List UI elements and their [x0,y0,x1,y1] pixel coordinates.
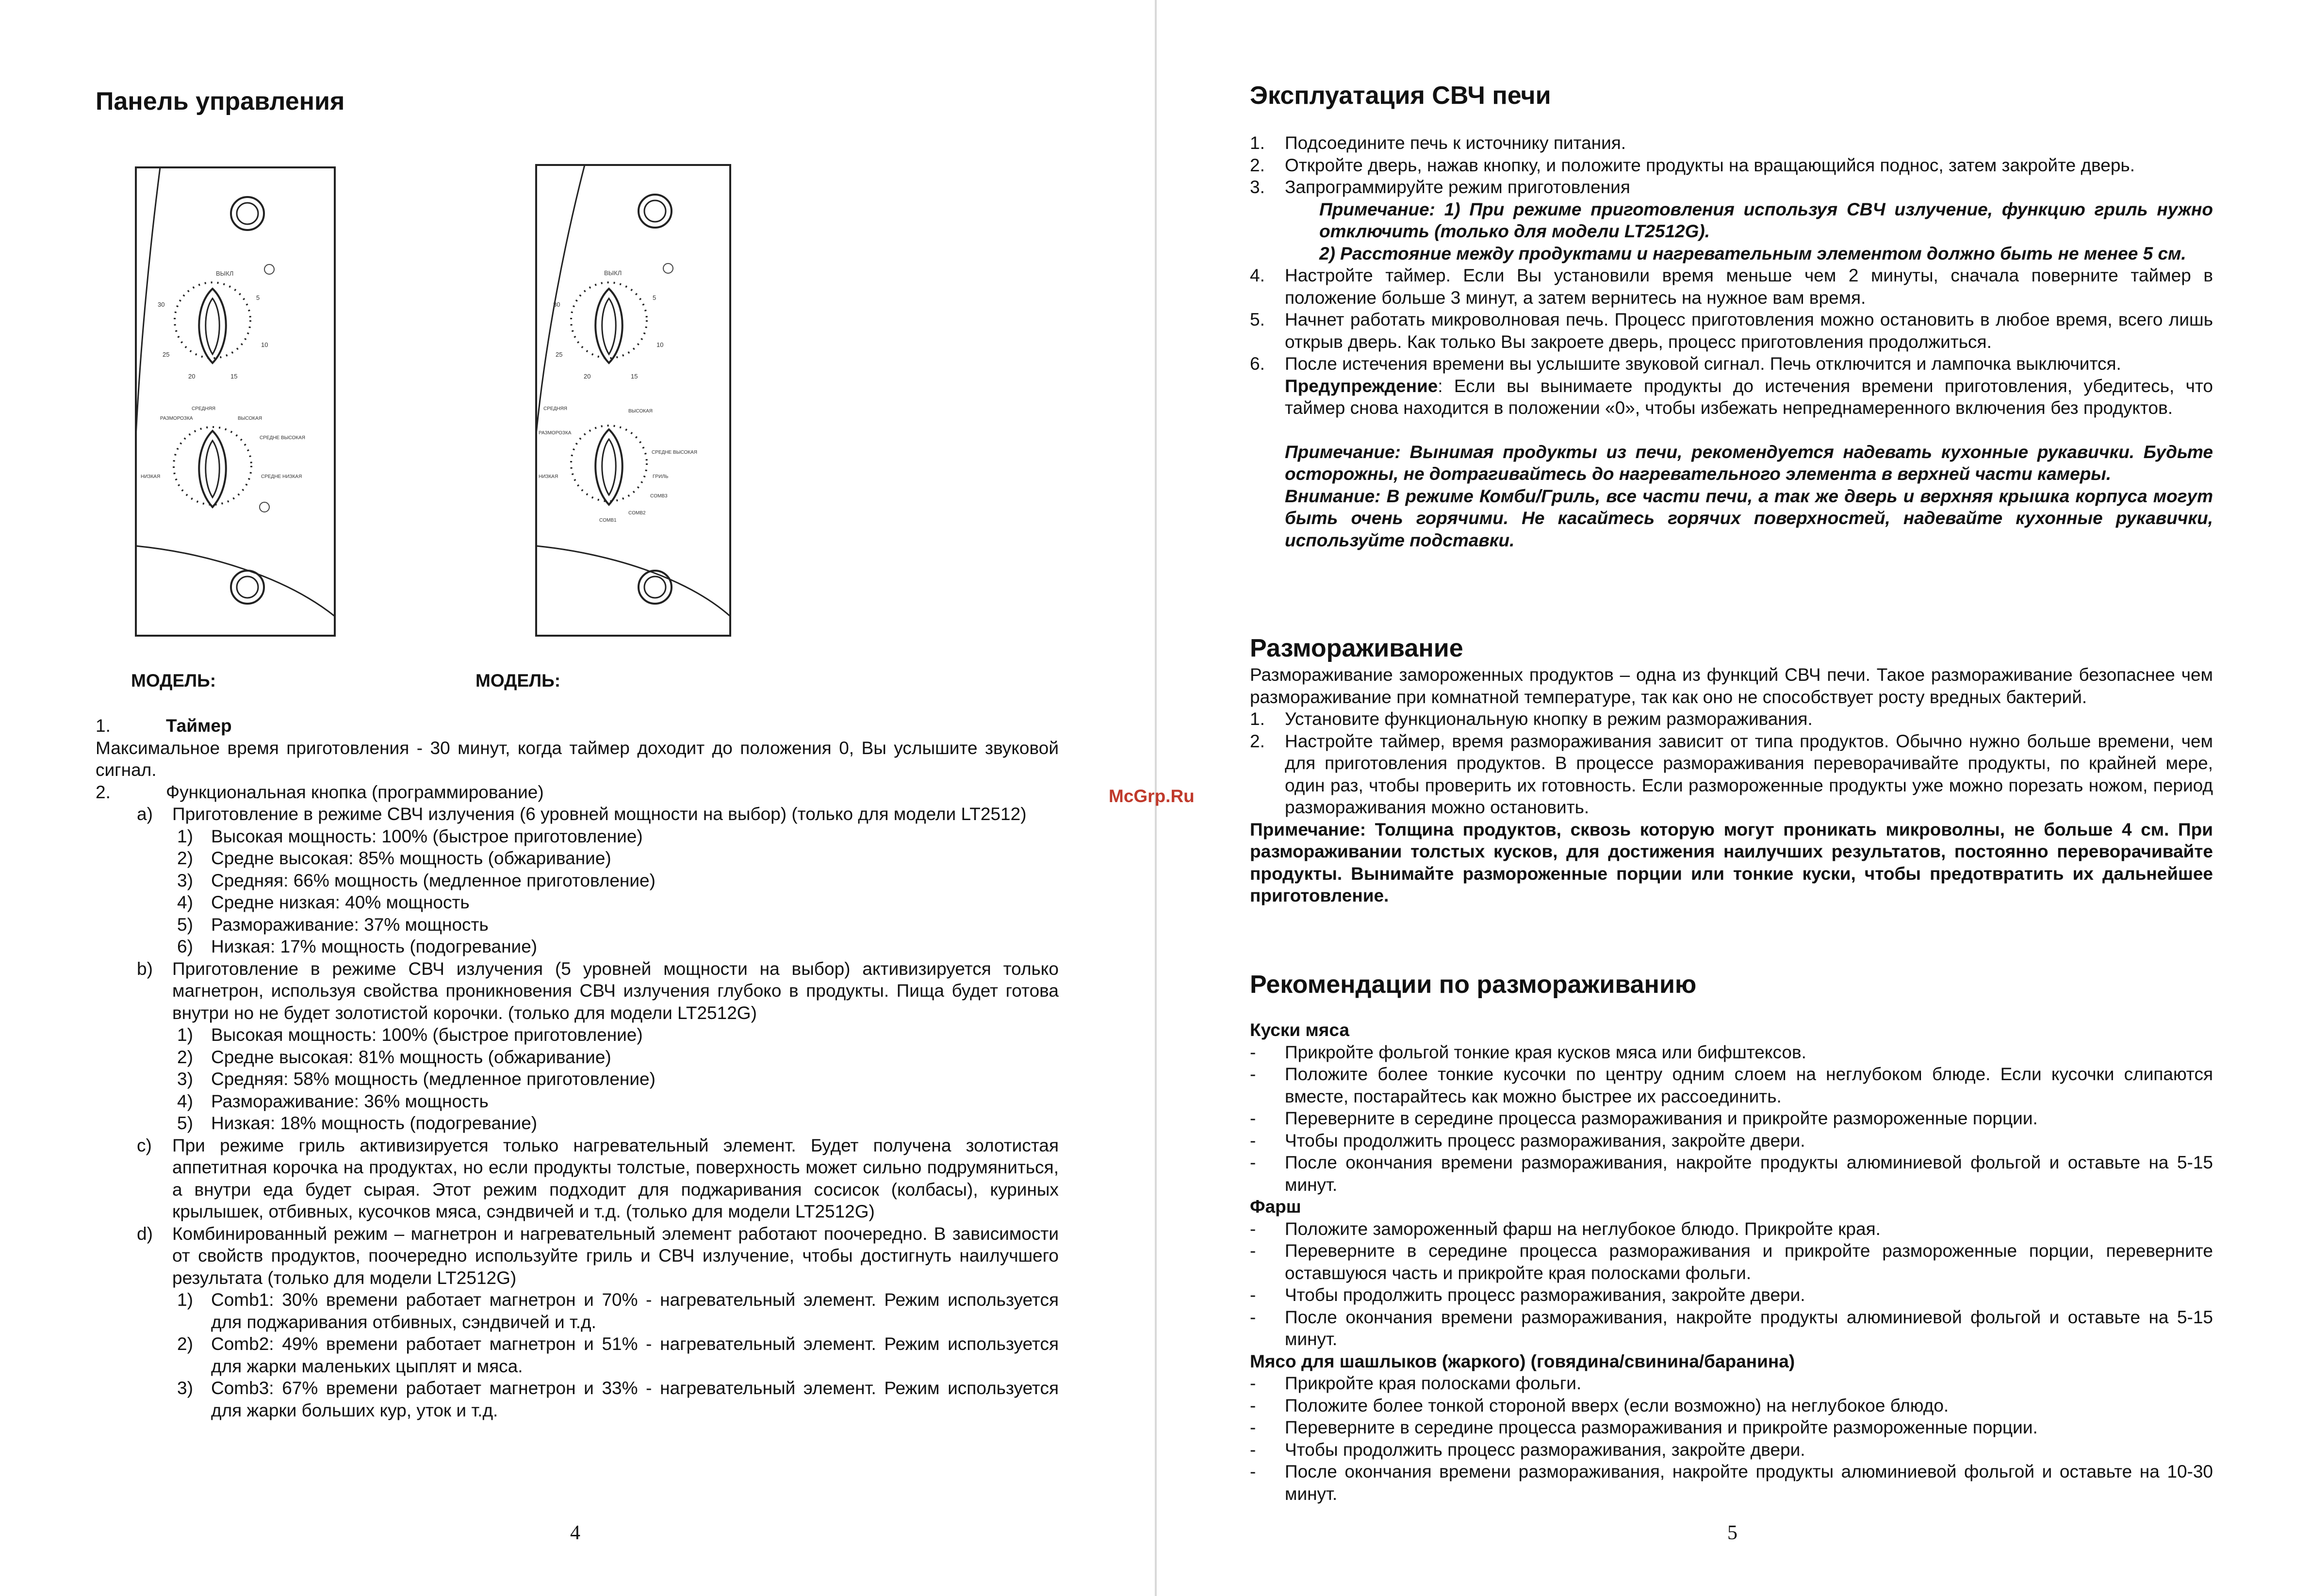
defrost-title: Размораживание [1250,634,1463,662]
list-item: 1) Высокая мощность: 100% (быстрое приготовление) [177,1025,643,1045]
item-function-title: Функциональная кнопка (программирование) [166,782,544,802]
left-page [0,0,1155,1596]
svg-text:COMB1: COMB1 [599,518,617,523]
svg-text:СРЕДНЕ ВЫСОКАЯ: СРЕДНЕ ВЫСОКАЯ [260,435,306,441]
list-item: 3) Средняя: 58% мощность (медленное приготовление) [177,1069,656,1089]
item-d-list [96,1289,1059,1421]
operation-section [1250,132,2213,551]
left-body [96,715,1059,1421]
item-timer-text: Максимальное время приготовления - 30 минут, когда таймер доходит до положения 0, Вы услышите звуковой сигнал. [96,738,1059,780]
list-item: 5) Низкая: 18% мощность (подогревание) [177,1113,538,1133]
item-b: b) Приготовление в режиме СВЧ излучения (5 уровней мощности на выбор) активизируется только магнетрон, используя свойства проникновения СВЧ излучения глубоко в продукты. Пища будет готова внутри но не будет золотистой корочки. (только для модели LT2512G) [137,958,1059,1023]
list-item: 6. После истечения времени вы услышите звуковой сигнал. Печь отключится и лампочка выключится. [1250,354,2121,374]
list-item: 1) Высокая мощность: 100% (быстрое приготовление) [177,826,643,846]
list-item: 5. Начнет работать микроволновая печь. Процесс приготовления можно остановить в любое время, всего лишь открыв дверь. Как только Вы закроете дверь, процесс приготовления продолжиться. [1250,310,2213,352]
list-item: - Положите более тонкой стороной вверх (если возможно) на неглубокое блюдо. [1250,1395,1949,1415]
svg-text:СРЕДНЕ НИЗКАЯ: СРЕДНЕ НИЗКАЯ [261,474,302,479]
svg-text:НИЗКАЯ: НИЗКАЯ [539,474,558,479]
page-number: 5 [1727,1522,1737,1544]
meat-title: Куски мяса [1250,1020,1349,1040]
defrost-section [1250,664,2213,907]
list-item: - Прикройте фольгой тонкие края кусков мяса или бифштексов. [1250,1042,1806,1062]
warning-text: : Если вы вынимаете продукты до истечения времени приготовления, убедитесь, что таймер снова находится в положении «0», чтобы избежать непреднамеренного включения без продуктов. [1285,376,2213,418]
page-title: Панель управления [96,87,345,115]
svg-text:30: 30 [158,301,165,308]
svg-text:20: 20 [188,373,196,380]
defrost-note: Примечание: Толщина продуктов, сквозь которую могут проникать микроволны, не больше 4 см. При размораживании толстых кусков, для достижения наилучших результатов, постоянно переворачивайте продукты. Вынимайте размороженные порции или тонкие куски, чтобы предотвратить их дальнейшее приготовление. [1250,819,2213,905]
svg-text:15: 15 [631,373,638,380]
svg-text:ГРИЛЬ: ГРИЛЬ [653,474,669,479]
svg-text:ВЫСОКАЯ: ВЫСОКАЯ [238,416,262,421]
item-timer-title: Таймер [166,716,232,736]
svg-text:СРЕДНЕ ВЫСОКАЯ: СРЕДНЕ ВЫСОКАЯ [652,450,698,455]
model-label-2: МОДЕЛЬ: [475,671,561,691]
svg-text:COMB2: COMB2 [628,510,646,516]
warning-label: Предупреждение [1285,376,1438,396]
item-a-list [96,825,1059,958]
svg-text:COMB3: COMB3 [650,494,668,499]
item-c: c) При режиме гриль активизируется только нагревательный элемент. Будет получена золотистая аппетитная корочка на продуктах, но если продукты толстые, поверхность может сильно подрумяниться, а внутри еда будет сырая. Этот режим подходит для поджаривания сосисок (колбасы), куриных крылышек, отбивных, кусочков мяса, сэндвичей и т.д. (только для модели LT2512G) [137,1135,1059,1221]
svg-text:15: 15 [230,373,238,380]
list-item: - Переверните в середине процесса размораживания и прикройте размороженные порции, переверните оставшуюся часть и прикройте края полосками фольги. [1250,1241,2213,1283]
note-microwave: Примечание: 1) При режиме приготовления используя СВЧ излучение, функцию гриль нужно отключить (только для модели LT2512G). [1319,199,2213,241]
item-a: a) Приготовление в режиме СВЧ излучения (6 уровней мощности на выбор) (только для модели LT2512) [137,804,1027,824]
list-item: - После окончания времени размораживания, накройте продукты алюминиевой фольгой и оставьте на 5-15 минут. [1250,1307,2213,1349]
svg-text:ВЫСОКАЯ: ВЫСОКАЯ [628,409,653,414]
list-item: 6) Низкая: 17% мощность (подогревание) [177,937,538,956]
control-panel-diagram-a [131,165,340,641]
svg-text:10: 10 [261,341,268,348]
list-item: 3. Запрограммируйте режим приготовления [1250,177,1630,197]
list-item: 4) Средне низкая: 40% мощность [177,892,470,912]
list-item: 2) Средне высокая: 81% мощность (обжаривание) [177,1047,611,1067]
mince-title: Фарш [1250,1197,1301,1217]
watermark: McGrp.Ru [1109,786,1195,806]
note-distance: 2) Расстояние между продуктами и нагревательным элементом должно быть не менее 5 см. [1319,243,2186,263]
list-item: 2. Настройте таймер, время размораживания зависит от типа продуктов. Обычно нужно больше времени, чем для приготовления продуктов. В процессе размораживания переворачивайте продукты, по крайней мере, один раз, чтобы проверить их готовность. Если размороженные продукты уже можно порезать ножом, период размораживания можно остановить. [1250,731,2213,817]
timer-off-label: ВЫКЛ [604,269,622,277]
list-item: 2. Откройте дверь, нажав кнопку, и положите продукты на вращающийся поднос, затем закройте дверь. [1250,155,2135,175]
list-item: - Положите замороженный фарш на неглубокое блюдо. Прикройте края. [1250,1218,1881,1239]
defrost-intro: Размораживание замороженных продуктов – одна из функций СВЧ печи. Такое размораживание безопаснее чем размораживание при комнатной температуре, так как оно не способствует росту вредных бактерий. [1250,665,2213,707]
item-timer: 1. Таймер [96,715,1059,737]
list-item: 4. Настройте таймер. Если Вы установили время меньше чем 2 минуты, сначала поверните таймер в положение больше 3 минут, а затем вернитесь на нужное вам время. [1250,265,2213,308]
page-number: 4 [570,1522,580,1544]
recommendations-title: Рекомендации по размораживанию [1250,971,1697,999]
svg-text:10: 10 [656,341,664,348]
right-page [1157,0,2311,1596]
svg-text:5: 5 [653,294,656,301]
list-item: - После окончания времени размораживания, накройте продукты алюминиевой фольгой и оставьте на 5-15 минут. [1250,1152,2213,1195]
warning [1250,375,2213,419]
list-item: 1. Подсоедините печь к источнику питания. [1250,133,1626,153]
list-item: - Чтобы продолжить процесс размораживания, закройте двери. [1250,1439,1805,1460]
list-item: - После окончания времени размораживания, накройте продукты алюминиевой фольгой и оставьте на 10-30 минут. [1250,1462,2213,1504]
svg-text:25: 25 [163,351,170,358]
svg-text:5: 5 [256,294,260,301]
list-item: 5) Размораживание: 37% мощность [177,914,489,935]
svg-text:СРЕДНЯЯ: СРЕДНЯЯ [192,406,215,411]
note-attention: Внимание: В режиме Комби/Гриль, все части печи, а так же дверь и верхняя крышка корпуса могут быть очень горячими. Не касайтесь горячих поверхностей, надевайте кухонные рукавички, используйте подставки. [1285,486,2213,550]
list-item: - Переверните в середине процесса размораживания и прикройте размороженные порции. [1250,1108,2038,1128]
list-item: - Чтобы продолжить процесс размораживания, закройте двери. [1250,1285,1805,1305]
list-item: 3) Comb3: 67% времени работает магнетрон и 33% - нагревательный элемент. Режим используется для жарки больших кур, уток и т.д. [177,1378,1059,1420]
control-panel-diagram-b [531,163,740,641]
list-item: 1. Установите функциональную кнопку в режим размораживания. [1250,709,1813,729]
note-gloves: Примечание: Вынимая продукты из печи, рекомендуется надевать кухонные рукавички. Будьте осторожны, не дотрагивайтесь до нагревательного элемента в верхней части камеры. [1285,442,2213,484]
panel-outline [136,167,335,636]
timer-off-label: ВЫКЛ [216,270,234,277]
kebab-title: Мясо для шашлыков (жаркого) (говядина/свинина/баранина) [1250,1351,1795,1371]
model-label-1: МОДЕЛЬ: [131,671,216,691]
svg-text:РАЗМОРОЗКА: РАЗМОРОЗКА [160,416,193,421]
item-b-list [96,1024,1059,1135]
list-item: - Положите более тонкие кусочки по центру одним слоем на неглубоком блюде. Если кусочки слипаются вместе, постарайтесь как можно быстрее их рассоединить. [1250,1064,2213,1106]
item-function: 2. Функциональная кнопка (программирование) [96,781,1059,804]
list-item: 2) Comb2: 49% времени работает магнетрон и 51% - нагревательный элемент. Режим используется для жарки маленьких цыплят и мяса. [177,1334,1059,1376]
list-item: - Переверните в середине процесса размораживания и прикройте размороженные порции. [1250,1417,2038,1437]
svg-text:РАЗМОРОЗКА: РАЗМОРОЗКА [539,430,572,436]
list-item: 2) Средне высокая: 85% мощность (обжаривание) [177,848,611,868]
list-item: 3) Средняя: 66% мощность (медленное приготовление) [177,870,656,890]
list-item: 1) Comb1: 30% времени работает магнетрон и 70% - нагревательный элемент. Режим используется для поджаривания отбивных, сэндвичей и т.д. [177,1290,1059,1332]
item-d: d) Комбинированный режим – магнетрон и нагревательный элемент работают поочередно. В зависимости от свойств продуктов, поочередно используйте гриль и СВЧ излучение, чтобы достигнуть наилучшего результата (только для модели LT2512G) [137,1223,1059,1288]
list-item: - Чтобы продолжить процесс размораживания, закройте двери. [1250,1130,1805,1151]
recommendations-section [1250,1019,2213,1505]
svg-text:20: 20 [584,373,591,380]
svg-text:25: 25 [556,351,563,358]
svg-text:НИЗКАЯ: НИЗКАЯ [141,474,161,479]
list-item: - Прикройте края полосками фольги. [1250,1373,1582,1393]
svg-text:30: 30 [553,301,560,308]
list-item: 4) Размораживание: 36% мощность [177,1091,489,1111]
page-title: Эксплуатация СВЧ печи [1250,82,1551,110]
svg-text:СРЕДНЯЯ: СРЕДНЯЯ [543,406,567,411]
